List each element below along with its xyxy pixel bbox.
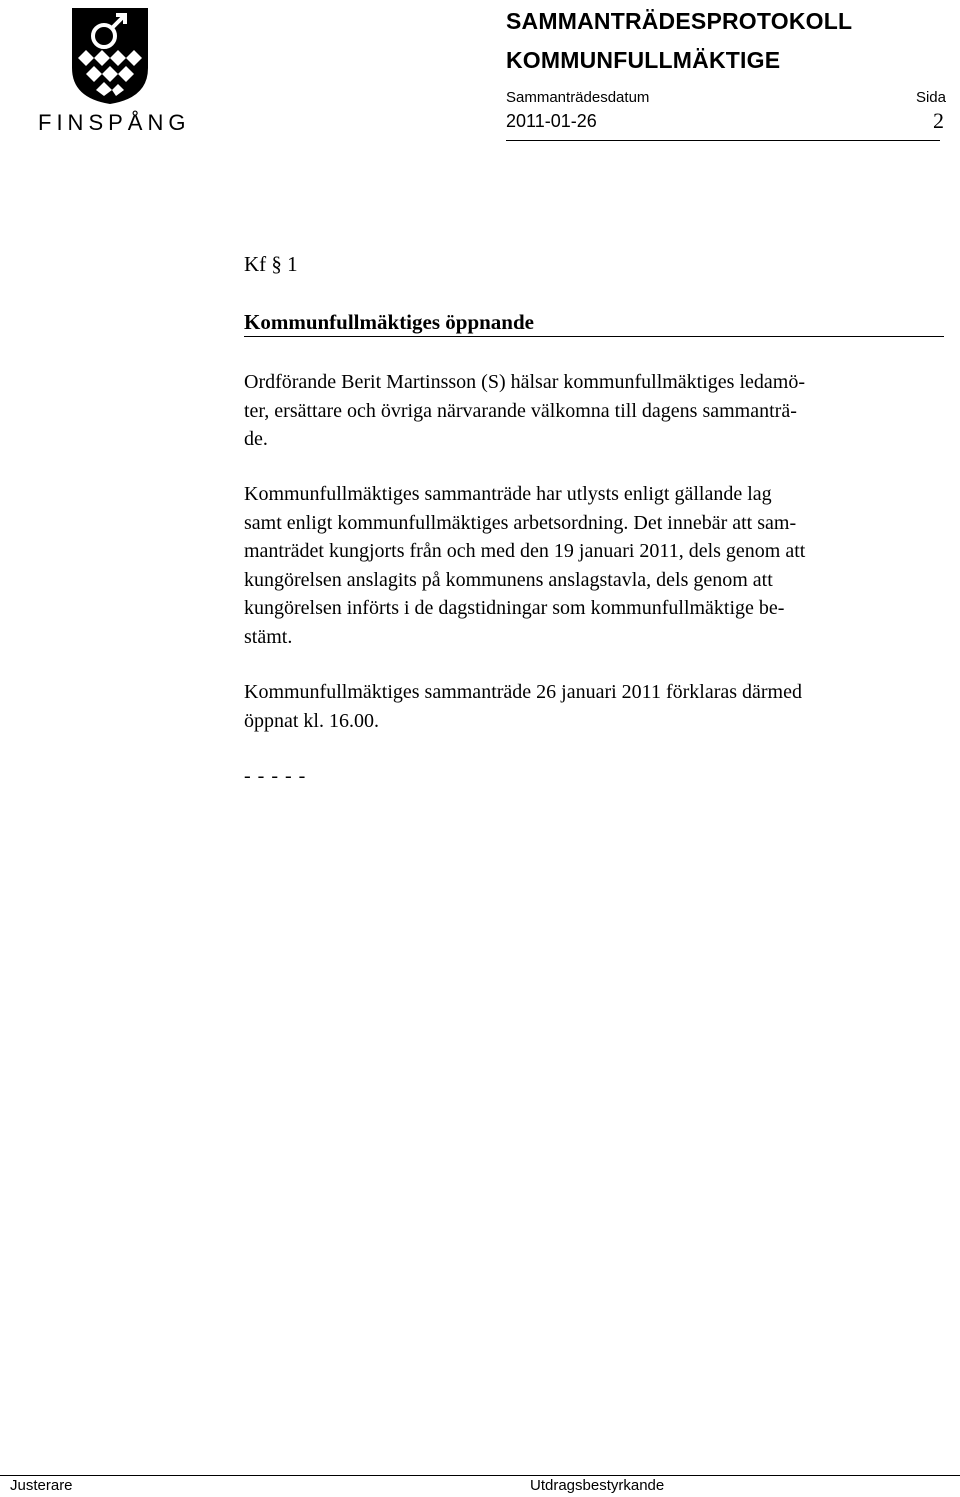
paragraph-line: öppnat kl. 16.00.	[244, 709, 379, 732]
paragraph-line: de.	[244, 428, 268, 450]
meeting-date-label: Sammanträdesdatum	[506, 89, 650, 106]
footer-adjuster-label: Justerare	[10, 1477, 73, 1494]
paragraph-line: stämt.	[244, 625, 293, 648]
paragraph-line: kungörelsen anslagits på kommunens anslagstavla, dels genom att	[244, 568, 773, 591]
logo-wordmark: FINSPÅNG	[38, 110, 191, 135]
section-end-marker: - - - - -	[244, 765, 307, 787]
paragraph-number: Kf § 1	[244, 252, 298, 276]
heading-underline	[244, 336, 944, 337]
body-name-title: KOMMUNFULLMÄKTIGE	[506, 47, 781, 73]
paragraph-announcement	[244, 480, 944, 651]
section-heading: Kommunfullmäktiges öppnande	[244, 310, 534, 334]
document-type-title: SAMMANTRÄDESPROTOKOLL	[506, 8, 853, 34]
finspang-coat-of-arms-logo	[38, 6, 191, 135]
meeting-date-value: 2011-01-26	[506, 111, 597, 131]
paragraph-line: kungörelsen införts i de dagstidningar som kommunfullmäktige be-	[244, 597, 785, 619]
header-divider	[506, 140, 940, 141]
paragraph-opening-declaration	[244, 678, 944, 735]
footer-extract-certification-label: Utdragsbestyrkande	[530, 1477, 665, 1494]
page-label: Sida	[915, 89, 946, 106]
paragraph-line: ter, ersättare och övriga närvarande välkomna till dagens sammanträ-	[244, 399, 797, 422]
paragraph-line: manträdet kungjorts från och med den 19 januari 2011, dels genom att	[244, 540, 806, 562]
footer-divider	[0, 1475, 960, 1476]
paragraph-line: samt enligt kommunfullmäktiges arbetsordning. Det innebär att sam-	[244, 511, 797, 534]
coat-of-arms-icon	[38, 6, 183, 106]
paragraph-welcome	[244, 368, 944, 454]
paragraph-line: Ordförande Berit Martinsson (S) hälsar kommunfullmäktiges ledamö-	[244, 371, 805, 393]
paragraph-line: Kommunfullmäktiges sammanträde har utlysts enligt gällande lag	[244, 483, 772, 505]
paragraph-line: Kommunfullmäktiges sammanträde 26 januari 2011 förklaras därmed	[244, 681, 802, 703]
page-number: 2	[933, 108, 944, 133]
